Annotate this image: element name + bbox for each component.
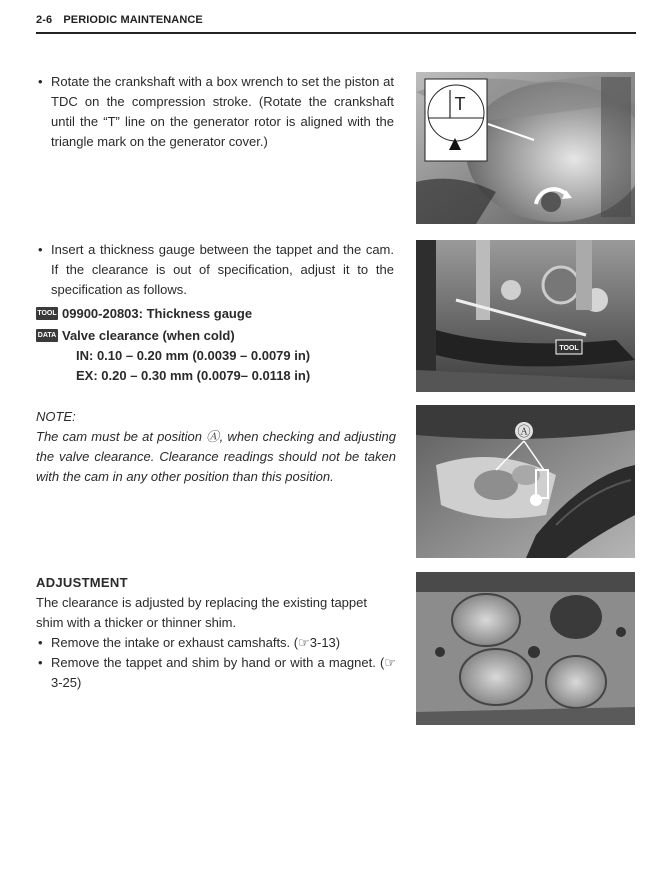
callout-letter: T	[454, 94, 466, 114]
section-title: PERIODIC MAINTENANCE	[63, 14, 203, 26]
tool-text: 09900-20803: Thickness gauge	[62, 306, 253, 321]
data-icon: DATA	[36, 329, 58, 342]
step-text: Remove the intake or exhaust camshafts. (☞3-13)	[51, 635, 341, 650]
note-title: NOTE:	[36, 409, 76, 424]
bullet: •	[38, 655, 43, 670]
bullet: •	[38, 242, 43, 257]
callout-t-line	[425, 79, 487, 161]
step-rotate-crankshaft	[36, 72, 394, 152]
tool-badge-label: TOOL	[559, 345, 579, 352]
note-block	[36, 407, 396, 487]
note-text: The cam must be at position Ⓐ, when checking and adjusting the valve clearance. Clearance readings should not be taken with the cam in any other position than this position.	[36, 429, 396, 484]
bullet: •	[38, 74, 43, 89]
page-number: 2-6	[36, 14, 53, 26]
tool-spec	[36, 304, 394, 324]
data-spec	[36, 326, 394, 346]
position-a-marker: Ⓐ	[517, 425, 531, 440]
photo-thickness-gauge	[416, 240, 635, 392]
adjustment-step-1	[36, 633, 396, 653]
adjustment-section	[36, 573, 396, 693]
photo-generator-cover	[416, 72, 635, 224]
tool-icon: TOOL	[36, 307, 58, 320]
step-text: Rotate the crankshaft with a box wrench to set the piston at TDC on the compression stroke. (Rotate the crankshaft until the “T” line on the generator rotor is aligned with the triangle mark on the generator cover.)	[51, 74, 394, 149]
intake-spec: IN: 0.10 – 0.20 mm (0.0039 – 0.0079 in)	[76, 348, 311, 363]
adjustment-intro: The clearance is adjusted by replacing the existing tappet shim with a thicker or thinner shim.	[36, 595, 367, 630]
step-insert-gauge	[36, 240, 394, 386]
data-title: Valve clearance (when cold)	[62, 328, 235, 343]
photo-cam-position	[416, 405, 635, 558]
step-text: Remove the tappet and shim by hand or with a magnet. (☞3-25)	[51, 655, 396, 690]
step-text: Insert a thickness gauge between the tappet and the cam. If the clearance is out of specification, adjust it to the specification as follows.	[51, 242, 394, 297]
adjustment-heading: ADJUSTMENT	[36, 575, 128, 590]
photo-tappet-shim	[416, 572, 635, 725]
page-header	[36, 14, 636, 34]
exhaust-spec: EX: 0.20 – 0.30 mm (0.0079– 0.0118 in)	[76, 368, 311, 383]
bullet: •	[38, 635, 43, 650]
adjustment-step-2	[36, 653, 396, 693]
